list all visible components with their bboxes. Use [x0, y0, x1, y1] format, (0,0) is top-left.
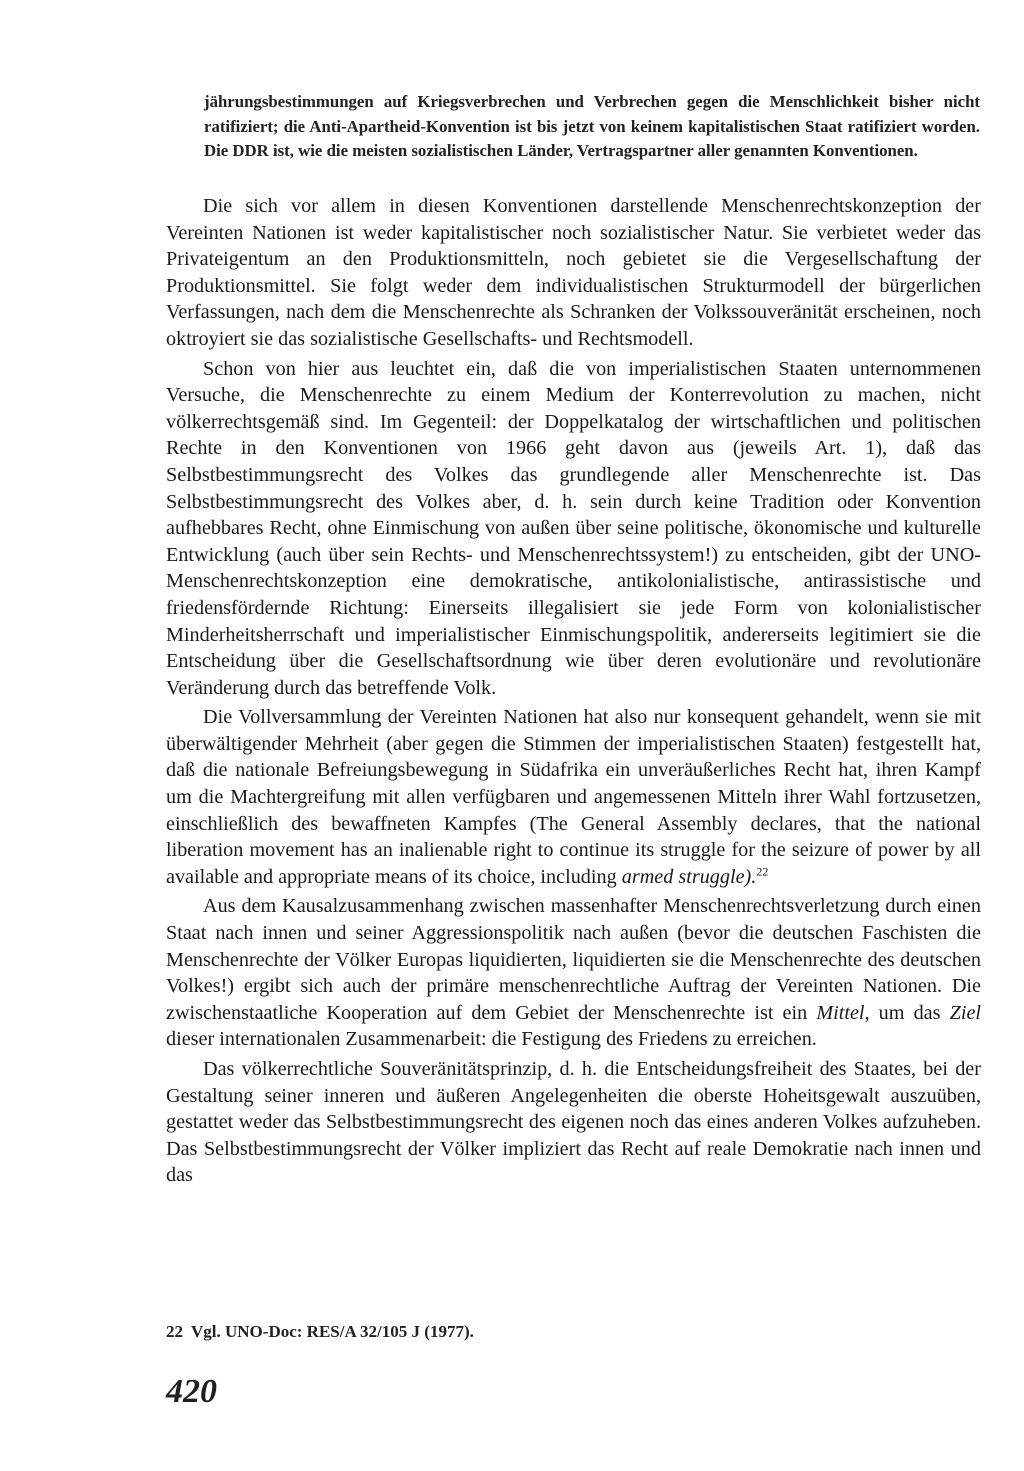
carry-over-footnote-text: jährungsbestimmungen auf Kriegsverbrechen und Verbrechen gegen die Menschlichkeit bisher nicht ratifiziert; die Anti-Apartheid-Konvention ist bis jetzt von keinem kapitalistischen Staat ratifiziert worden. Die DDR ist, wie die meisten sozialistischen Länder, Vertragspartner aller genannten Konventionen. — [204, 92, 980, 160]
paragraph-5: Das völkerrechtliche Souveränitätsprinzip, d. h. die Entscheidungsfreiheit des Staates, bei der Gestaltung seiner inneren und äußeren Angelegenheiten die oberste Hoheitsgewalt auszuüben, gestattet weder das Selbstbestimmungsrecht des eigenen noch das eines anderen Volkes aufzuheben. Das Selbstbestimmungsrecht der Völker impliziert das Recht auf reale Demokratie nach innen und das — [166, 1058, 981, 1187]
footnote-text: Vgl. UNO-Doc: RES/A 32/105 J (1977). — [191, 1322, 474, 1341]
footnote-reference[interactable]: 22 — [756, 864, 769, 879]
paragraph-4-text-a: Aus dem Kausalzusammenhang zwischen massenhafter Menschenrechtsverletzung durch einen Staat nach innen und seiner Aggressionspolitik nach außen (bevor die deutschen Faschisten die Menschenrechte der Völker Europas liquidierten, liquidierten sie die Menschenrechte des deutschen Volkes!) ergibt sich auch der primäre menschenrechtliche Auftrag der Vereinten Nationen. Die zwischenstaatliche Kooperation auf dem Gebiet der Menschenrechte ist ein — [166, 895, 981, 1024]
page-number: 420 — [166, 1373, 217, 1410]
footnote — [166, 1321, 981, 1343]
paragraph-3 — [166, 704, 981, 890]
paragraph-4-italic-mittel: Mittel — [816, 1001, 865, 1024]
main-text — [166, 193, 981, 1192]
footnote-number: 22 — [166, 1322, 183, 1341]
paragraph-4-text-c: dieser internationalen Zusammenarbeit: die Festigung des Friedens zu erreichen. — [166, 1028, 817, 1051]
paragraph-3-text: Die Vollversammlung der Vereinten Nationen hat also nur konsequent gehandelt, wenn sie mit überwältigender Mehrheit (aber gegen die Stimmen der imperialistischen Staaten) festgestellt hat, daß die nationale Befreiungsbewegung in Südafrika ein unveräußerliches Recht hat, ihren Kampf um die Machtergreifung mit allen verfügbaren und angemessenen Mitteln ihrer Wahl fortzusetzen, einschließlich des bewaffneten Kampfes (The General Assembly declares, that the national liberation movement has an inalienable right to continue its struggle for the seizure of power by all available and appropriate means of its choice, including — [166, 706, 981, 888]
paragraph-3-italic: armed struggle). — [621, 865, 757, 888]
paragraph-4 — [166, 893, 981, 1053]
paragraph-4-text-b: , um das — [864, 1001, 941, 1024]
paragraph-1: Die sich vor allem in diesen Konventionen darstellende Menschenrechtskonzeption der Vereinten Nationen ist weder kapitalistischer noch sozialistischer Natur. Sie verbietet weder das Privateigentum an den Produktionsmitteln, noch gebietet sie die Vergesellschaftung der Produktionsmittel. Sie folgt weder dem individualistischen Strukturmodell der bürgerlichen Verfassungen, nach dem die Menschenrechte als Schranken der Volkssouveränität erscheinen, noch oktroyiert sie das sozialistische Gesellschafts- und Rechtsmodell. — [166, 195, 981, 350]
paragraph-4-italic-ziel: Ziel — [949, 1001, 982, 1024]
paragraph-2: Schon von hier aus leuchtet ein, daß die von imperialistischen Staaten unternommenen Versuche, die Menschenrechte zu einem Medium der Konterrevolution zu machen, nicht völkerrechtsgemäß sind. Im Gegenteil: der Doppelkatalog der wirtschaftlichen und politischen Rechte in den Konventionen von 1966 geht davon aus (jeweils Art. 1), daß das Selbstbestimmungsrecht des Volkes das grundlegende aller Menschenrechte ist. Das Selbstbestimmungsrecht des Volkes aber, d. h. sein durch keine Tradition oder Konvention aufhebbares Recht, ohne Einmischung von außen über seine politische, ökonomische und kulturelle Entwicklung (auch über sein Rechts- und Menschenrechtssystem!) zu entscheiden, gibt der UNO-Menschenrechtskonzeption eine demokratische, antikolonialistische, antirassistische und friedensfördernde Richtung: Einerseits illegalisiert sie jede Form von kolonialistischer Minderheitsherrschaft und imperialistischer Einmischungspolitik, andererseits legitimiert sie die Entscheidung über die Gesellschaftsordnung wie über deren evolutionäre und revolutionäre Veränderung durch das betreffende Volk. — [166, 357, 981, 699]
